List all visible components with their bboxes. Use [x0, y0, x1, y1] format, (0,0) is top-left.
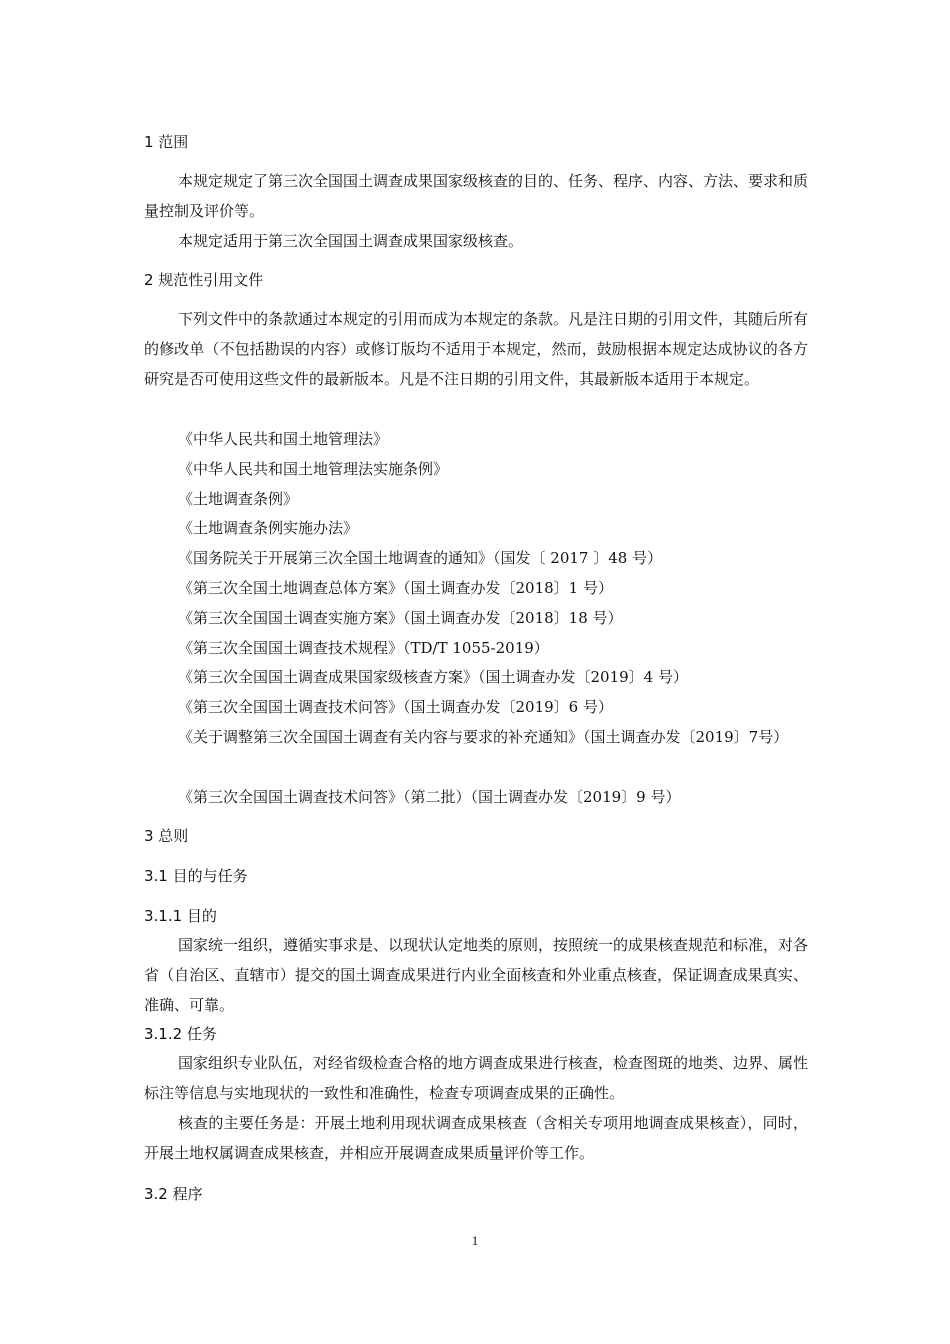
- reference-item: 《第三次全国国土调查技术问答》（国土调查办发〔2019〕6 号）: [178, 698, 613, 716]
- page-number: 1: [471, 1233, 479, 1248]
- reference-item: 《第三次全国国土调查技术问答》（第二批）（国土调查办发〔2019〕9 号）: [178, 788, 681, 806]
- reference-item: 《关于调整第三次全国国土调查有关内容与要求的补充通知》（国土调查办发〔2019〕7号）: [178, 728, 789, 746]
- reference-item: 《第三次全国国土调查成果国家级核查方案》（国土调查办发〔2019〕4 号）: [178, 668, 688, 686]
- reference-item: 《土地调查条例实施办法》: [178, 519, 359, 537]
- reference-item: 《土地调查条例》: [178, 490, 299, 508]
- paragraph: 核查的主要任务是：开展土地利用现状调查成果核查（含相关专项用地调查成果核查），同时，开展土地权属调查成果核查，并相应开展调查成果质量评价等工作。: [144, 1114, 808, 1162]
- paragraph: 本规定适用于第三次全国国土调查成果国家级核查。: [178, 232, 524, 250]
- paragraph: 国家统一组织，遵循实事求是、以现状认定地类的原则，按照统一的成果核查规范和标准，对各省（自治区、直辖市）提交的国土调查成果进行内业全面核查和外业重点核查，保证调查成果真实、准确、可靠。: [144, 936, 809, 1014]
- reference-item: 《第三次全国国土调查实施方案》（国土调查办发〔2018〕18 号）: [178, 609, 623, 627]
- reference-item: 《第三次全国国土调查技术规程》（TD/T 1055-2019）: [178, 639, 549, 657]
- reference-item: 《第三次全国土地调查总体方案》（国土调查办发〔2018〕1 号）: [178, 579, 613, 597]
- section-heading-1: 1 范围: [144, 133, 189, 151]
- section-heading-3: 3 总则: [144, 827, 189, 845]
- reference-item: 《中华人民共和国土地管理法》: [178, 430, 389, 448]
- subsection-heading: 3.2 程序: [144, 1185, 203, 1203]
- paragraph: 本规定规定了第三次全国国土调查成果国家级核查的目的、任务、程序、内容、方法、要求和质量控制及评价等。: [144, 172, 809, 220]
- reference-item: 《中华人民共和国土地管理法实施条例》: [178, 460, 449, 478]
- reference-item: 《国务院关于开展第三次全国土地调查的通知》（国发〔 2017 〕48 号）: [178, 549, 663, 567]
- paragraph: 国家组织专业队伍，对经省级检查合格的地方调查成果进行核查，检查图斑的地类、边界、属性标注等信息与实地现状的一致性和准确性，检查专项调查成果的正确性。: [144, 1054, 809, 1102]
- section-heading-2: 2 规范性引用文件: [144, 271, 264, 289]
- paragraph: 下列文件中的条款通过本规定的引用而成为本规定的条款。凡是注日期的引用文件，其随后所有的修改单（不包括勘误的内容）或修订版均不适用于本规定，然而，鼓励根据本规定达成协议的各方研究是否可使用这些文件的最新版本。凡是不注日期的引用文件，其最新版本适用于本规定。: [144, 310, 809, 388]
- subsubsection-heading: 3.1.1 目的: [144, 907, 217, 925]
- subsection-heading: 3.1 目的与任务: [144, 867, 248, 885]
- subsubsection-heading: 3.1.2 任务: [144, 1025, 217, 1043]
